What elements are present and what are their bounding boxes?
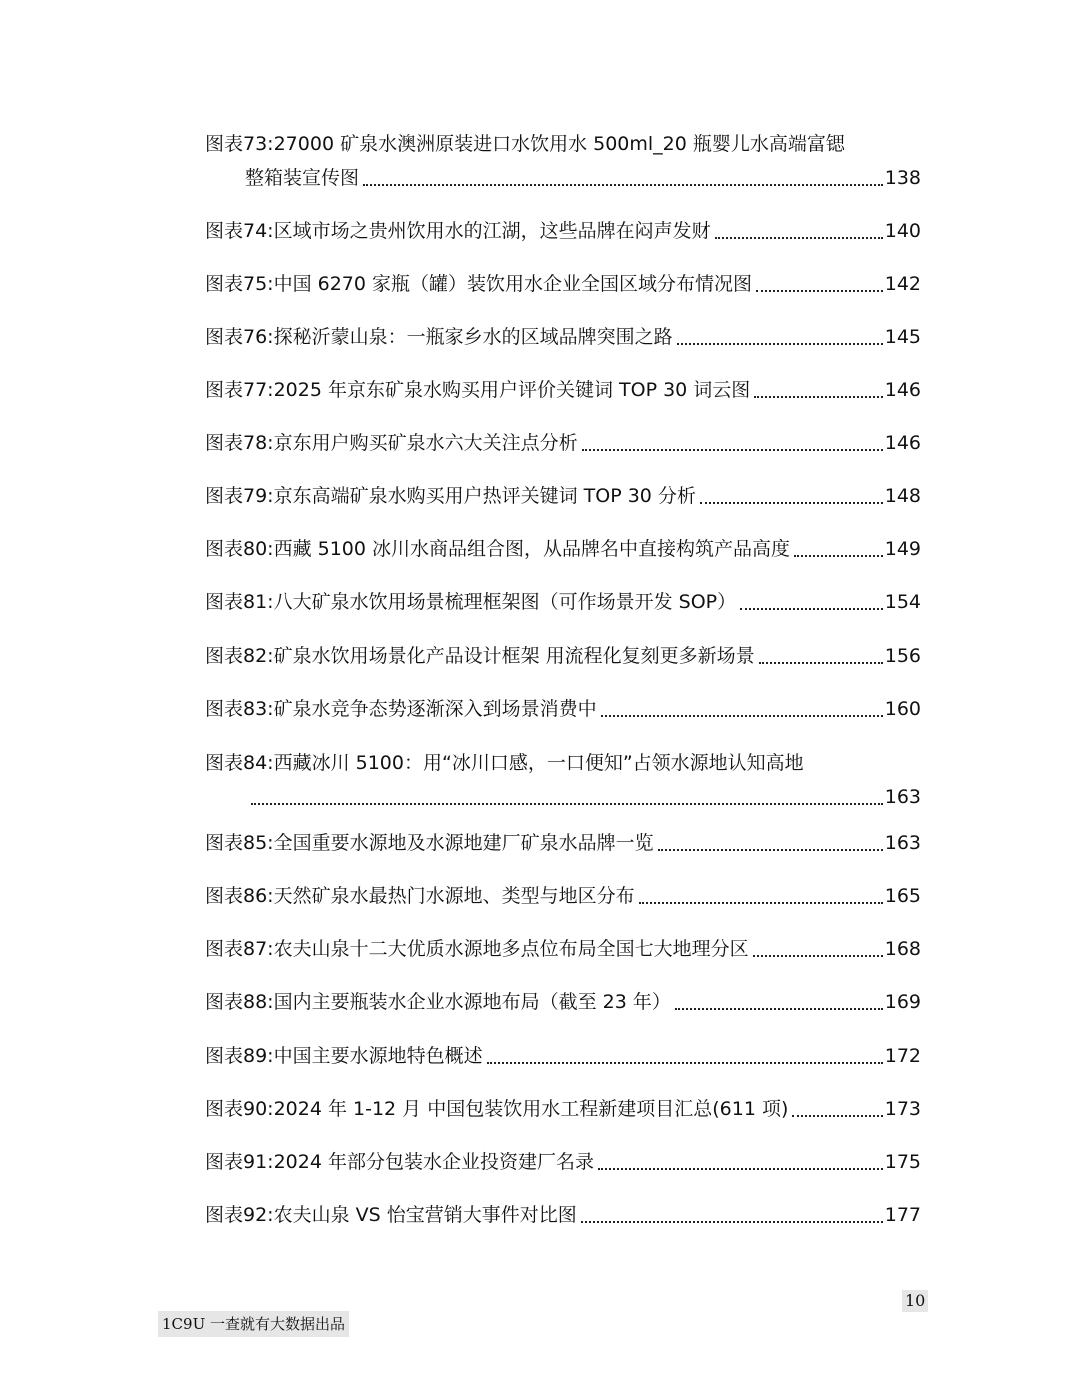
entry-label: 图表74: [205,220,274,242]
entry-label: 图表91: [205,1151,274,1173]
entry-title: 2025 年京东矿泉水购买用户评价关键词 TOP 30 词云图 [273,379,751,401]
dot-leader [715,237,883,239]
toc-entry[interactable] [205,882,921,910]
entry-label: 图表90: [205,1098,274,1120]
dot-leader [363,184,883,186]
dot-leader [675,1008,883,1010]
toc-entry[interactable] [205,588,921,616]
dot-leader [601,715,883,717]
entry-title: 27000 矿泉水澳洲原装进口水饮用水 500ml_20 瓶婴儿水高端富锶 [273,133,845,155]
entry-page: 160 [884,698,921,720]
entry-title: 八大矿泉水饮用场景梳理框架图（可作场景开发 SOP） [273,591,737,613]
toc-entry[interactable] [205,1201,921,1229]
toc-entry[interactable] [205,642,921,670]
dot-leader [251,803,883,805]
entry-page: 165 [884,885,921,907]
toc-entry[interactable] [205,1148,921,1176]
toc-entry[interactable] [205,935,921,963]
entry-title: 中国 6270 家瓶（罐）装饮用水企业全国区域分布情况图 [273,273,753,295]
dot-leader [700,502,883,504]
dot-leader [487,1062,883,1064]
toc-entry[interactable] [205,749,921,811]
entry-page: 177 [884,1204,921,1226]
entry-label: 图表79: [205,485,274,507]
dot-leader [740,608,883,610]
toc-entry[interactable] [205,130,921,192]
entry-label: 图表87: [205,938,274,960]
entry-page: 175 [884,1151,921,1173]
dot-leader [677,343,883,345]
dot-leader [581,1221,883,1223]
entry-page: 146 [884,379,921,401]
entry-label: 图表85: [205,832,274,854]
entry-page: 163 [884,832,921,854]
entry-label: 图表84: [205,752,274,774]
entry-title: 全国重要水源地及水源地建厂矿泉水品牌一览 [273,832,654,854]
dot-leader [658,849,883,851]
entry-label: 图表81: [205,591,274,613]
toc-entry[interactable] [205,988,921,1016]
entry-label: 图表92: [205,1204,274,1226]
entry-title: 京东用户购买矿泉水六大关注点分析 [273,432,578,454]
toc-entry[interactable] [205,535,921,563]
page-number: 10 [902,1290,928,1312]
toc-entry[interactable] [205,1042,921,1070]
entry-title: 农夫山泉 VS 怡宝营销大事件对比图 [273,1204,577,1226]
entry-label: 图表80: [205,538,274,560]
dot-leader [598,1168,883,1170]
entry-title: 中国主要水源地特色概述 [273,1045,483,1067]
entry-page: 138 [884,167,921,189]
toc-entry[interactable] [205,376,921,404]
entry-page: 145 [884,326,921,348]
dot-leader [754,396,882,398]
entry-page: 169 [884,991,921,1013]
toc-entry[interactable] [205,323,921,351]
entry-title: 农夫山泉十二大优质水源地多点位布局全国七大地理分区 [273,938,749,960]
entry-label: 图表83: [205,698,274,720]
toc-entry[interactable] [205,829,921,857]
dot-leader [582,449,883,451]
entry-title: 区域市场之贵州饮用水的江湖，这些品牌在闷声发财 [273,220,711,242]
dot-leader [639,902,883,904]
entry-title: 2024 年部分包装水企业投资建厂名录 [273,1151,594,1173]
toc-entry[interactable] [205,270,921,298]
entry-label: 图表77: [205,379,274,401]
entry-title: 矿泉水饮用场景化产品设计框架 用流程化复刻更多新场景 [273,645,755,667]
entry-label: 图表76: [205,326,274,348]
entry-page: 154 [884,591,921,613]
toc-entry[interactable] [205,217,921,245]
toc-entry[interactable] [205,695,921,723]
entry-title: 矿泉水竞争态势逐渐深入到场景消费中 [273,698,597,720]
entry-page: 149 [884,538,921,560]
entry-label: 图表75: [205,273,274,295]
dot-leader [756,290,883,292]
entry-label: 图表89: [205,1045,274,1067]
toc-entry[interactable] [205,429,921,457]
entry-title: 探秘沂蒙山泉：一瓶家乡水的区域品牌突围之路 [273,326,673,348]
entry-page: 163 [884,786,921,808]
toc-entry[interactable] [205,482,921,510]
entry-page: 168 [884,938,921,960]
entry-label: 图表73: [205,133,274,155]
entry-page: 148 [884,485,921,507]
entry-page: 172 [884,1045,921,1067]
entry-page: 146 [884,432,921,454]
entry-page: 173 [884,1098,921,1120]
entry-label: 图表86: [205,885,274,907]
entry-page: 140 [884,220,921,242]
entry-title: 西藏冰川 5100：用“冰川口感，一口便知”占领水源地认知高地 [273,752,804,774]
toc-entry[interactable] [205,1095,921,1123]
footer-credit: 1C9U 一查就有大数据出品 [158,1311,349,1337]
dot-leader [792,1115,882,1117]
entry-title-continued: 整箱装宣传图 [245,167,360,189]
entry-title: 天然矿泉水最热门水源地、类型与地区分布 [273,885,635,907]
dot-leader [794,555,883,557]
entry-label: 图表82: [205,645,274,667]
entry-label: 图表88: [205,991,274,1013]
entry-page: 156 [884,645,921,667]
dot-leader [753,955,883,957]
entry-label: 图表78: [205,432,274,454]
entry-title: 国内主要瓶装水企业水源地布局（截至 23 年） [273,991,671,1013]
entry-title: 京东高端矿泉水购买用户热评关键词 TOP 30 分析 [273,485,696,507]
entry-title: 2024 年 1-12 月 中国包装饮用水工程新建项目汇总(611 项) [273,1098,789,1120]
dot-leader [759,662,883,664]
entry-title: 西藏 5100 冰川水商品组合图，从品牌名中直接构筑产品高度 [273,538,791,560]
entry-page: 142 [884,273,921,295]
